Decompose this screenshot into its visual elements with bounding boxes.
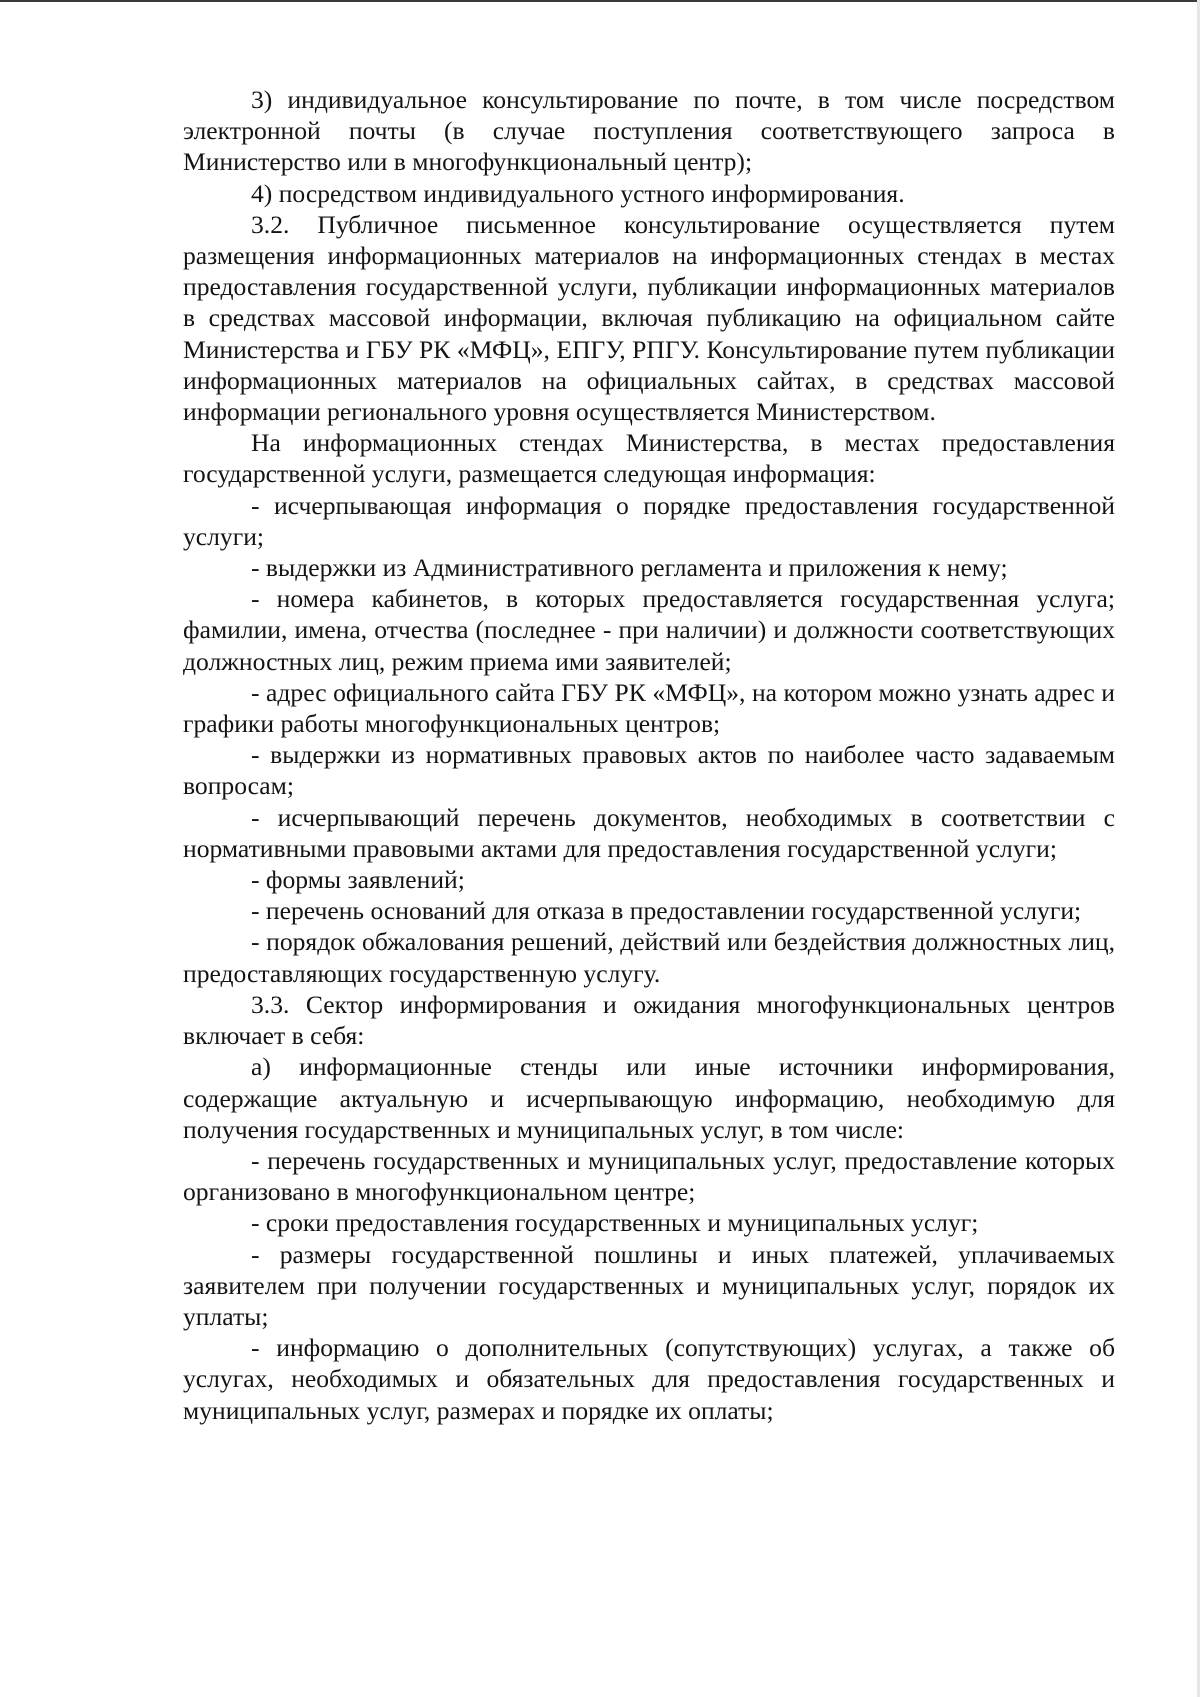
document-body xyxy=(183,84,1115,1426)
list-item-exhaustive-info: - исчерпывающая информация о порядке предоставления государственной услуги; xyxy=(183,490,1115,551)
list-item-additional-services: - информацию о дополнительных (сопутствующих) услугах, а также об услугах, необходимых и обязательных для предоставления государственных и муниципальных услуг, размерах и порядке их оплаты; xyxy=(183,1333,1115,1425)
scan-top-edge xyxy=(0,0,1200,2)
list-item-refusal-grounds: - перечень оснований для отказа в предоставлении государственной услуги; xyxy=(251,896,1082,926)
paragraph-item-3: 3) индивидуальное консультирование по почте, в том числе посредством электронной почты (в случае поступления соответствующего запроса в Министерство или в многофункциональный центр); xyxy=(183,85,1115,177)
paragraph-stands-intro: На информационных стендах Министерства, в местах предоставления государственной услуги, размещается следующая информация: xyxy=(183,428,1115,489)
list-item-regulation-excerpts: - выдержки из Административного регламента и приложения к нему; xyxy=(251,553,1008,583)
list-item-legal-excerpts: - выдержки из нормативных правовых актов по наиболее часто задаваемым вопросам; xyxy=(183,740,1115,801)
paragraph-item-4: 4) посредством индивидуального устного информирования. xyxy=(251,178,905,208)
paragraph-section-3-2: 3.2. Публичное письменное консультирование осуществляется путем размещения информационных материалов на информационных стендах в местах предоставления государственной услуги, публикации информационных материалов в средствах массовой информации, включая публикацию на официальном сайте Министерства и ГБУ РК «МФЦ», ЕПГУ, РПГУ. Консультирование путем публикации информационных материалов на официальных сайтах, в средствах массовой информации регионального уровня осуществляется Министерством. xyxy=(183,209,1115,427)
list-item-services-list: - перечень государственных и муниципальных услуг, предоставление которых организовано в многофункциональном центре; xyxy=(183,1145,1115,1207)
list-item-fees: - размеры государственной пошлины и иных платежей, уплачиваемых заявителем при получении государственных и муниципальных услуг, порядок их уплаты; xyxy=(183,1239,1115,1331)
paragraph-section-3-3: 3.3. Сектор информирования и ожидания многофункциональных центров включает в себя: xyxy=(183,989,1115,1051)
list-item-website-address: - адрес официального сайта ГБУ РК «МФЦ», на котором можно узнать адрес и графики работы многофункциональных центров; xyxy=(183,677,1115,739)
list-item-documents-list: - исчерпывающий перечень документов, необходимых в соответствии с нормативными правовыми актами для предоставления государственной услуги; xyxy=(183,802,1115,863)
list-item-application-forms: - формы заявлений; xyxy=(251,865,465,895)
list-item-service-terms: - сроки предоставления государственных и муниципальных услуг; xyxy=(251,1208,979,1238)
list-item-office-numbers: - номера кабинетов, в которых предоставляется государственная услуга; фамилии, имена, отчества (последнее - при наличии) и должности соответствующих должностных лиц, режим приема ими заявителей; xyxy=(183,584,1115,676)
paragraph-item-a: а) информационные стенды или иные источники информирования, содержащие актуальную и исчерпывающую информацию, необходимую для получения государственных и муниципальных услуг, в том числе: xyxy=(183,1052,1115,1144)
list-item-appeal-procedure: - порядок обжалования решений, действий или бездействия должностных лиц, предоставляющих государственную услугу. xyxy=(183,927,1115,988)
